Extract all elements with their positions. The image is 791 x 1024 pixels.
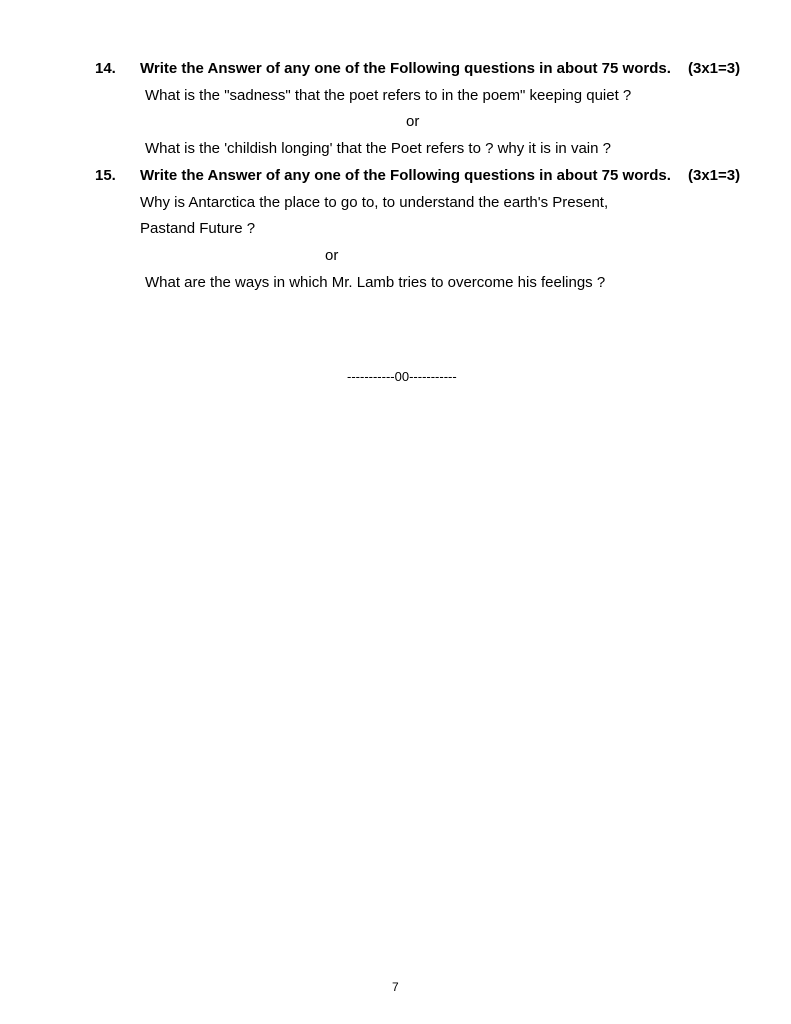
question-15-instruction: Write the Answer of any one of the Following questions in about 75 words.: [140, 167, 671, 184]
question-15-or: or: [325, 247, 339, 264]
question-14-or: or: [406, 113, 420, 130]
question-15-option-b: What are the ways in which Mr. Lamb tries to overcome his feelings ?: [145, 274, 606, 291]
question-15-number: 15.: [95, 167, 116, 184]
page-number: 7: [392, 980, 399, 994]
question-15-option-a-line2: Pastand Future ?: [140, 220, 256, 237]
question-15-marks: (3x1=3): [688, 167, 741, 184]
question-14-marks: (3x1=3): [688, 60, 741, 77]
question-14-number: 14.: [95, 60, 116, 77]
question-14-option-b: What is the 'childish longing' that the Poet refers to ? why it is in vain ?: [145, 140, 611, 157]
question-14-instruction: Write the Answer of any one of the Following questions in about 75 words.: [140, 60, 671, 77]
question-15-option-a-line1: Why is Antarctica the place to go to, to understand the earth's Present,: [140, 194, 609, 211]
end-marker: -----------00-----------: [347, 369, 457, 384]
question-14-option-a: What is the "sadness" that the poet refers to in the poem" keeping quiet ?: [145, 87, 632, 104]
